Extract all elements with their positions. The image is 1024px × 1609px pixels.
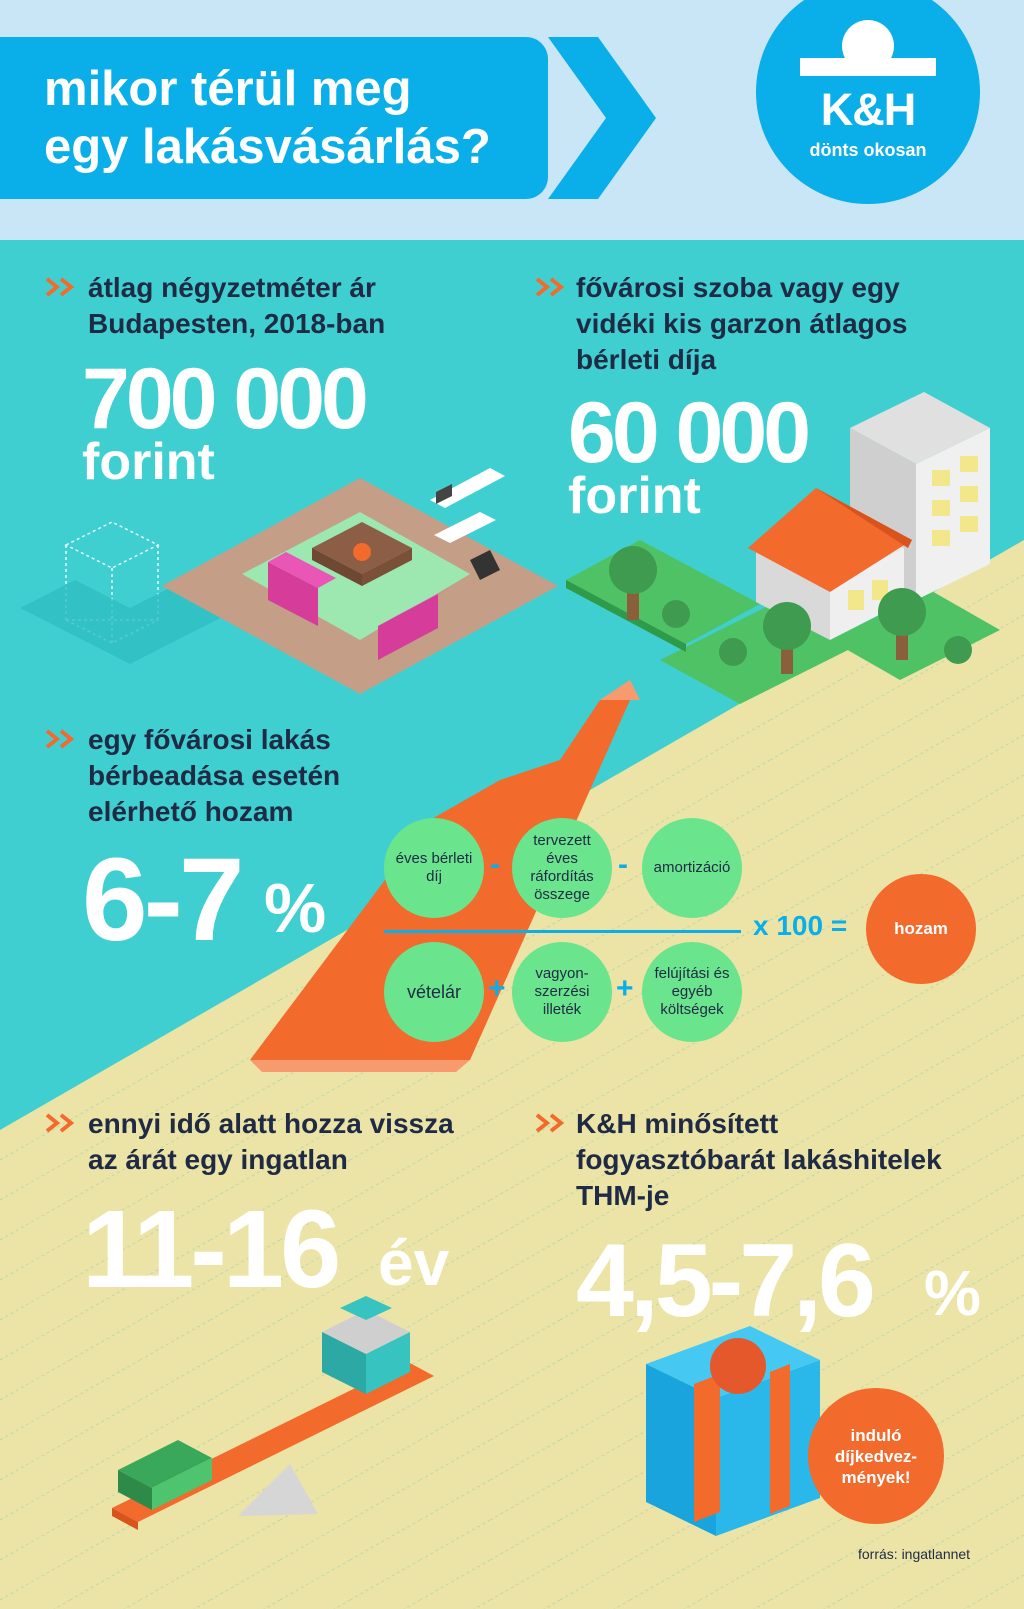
yield-unit: % <box>264 869 327 947</box>
logo-text: K&H <box>820 84 916 135</box>
formula-annual-rent: éves bérleti díj <box>384 818 484 918</box>
formula-plus-1: + <box>488 972 506 1005</box>
formula-acquisition-tax: vagyon-szerzési illeték <box>512 942 612 1042</box>
rent-label <box>576 270 907 378</box>
price-label <box>88 270 385 342</box>
double-chevron-icon <box>534 276 568 298</box>
payback-unit: év <box>378 1227 450 1299</box>
thm-label-line1: K&H minősített <box>576 1108 779 1139</box>
formula-minus-1: - <box>490 848 500 881</box>
rent-label-line3: bérleti díja <box>576 344 717 375</box>
rent-value: 60 000 <box>568 385 808 481</box>
double-chevron-icon <box>44 276 78 298</box>
page-title-line1: mikor térül meg <box>44 62 412 116</box>
yield-label-line3: elérhető hozam <box>88 796 294 827</box>
discount-badge: induló díjkedvez-mények! <box>808 1388 944 1524</box>
formula-amortization: amortizáció <box>642 818 742 918</box>
double-chevron-icon <box>44 1112 78 1134</box>
formula-purchase-price: vételár <box>384 942 484 1042</box>
price-label-line1: átlag négyzetméter ár <box>88 272 376 303</box>
yield-label-line2: bérbeadása esetén <box>88 760 341 791</box>
formula-result: hozam <box>866 874 976 984</box>
formula-renovation-costs: felújítási és egyéb költségek <box>642 942 742 1042</box>
formula-fraction-line <box>384 930 741 933</box>
payback-value: 11-16 <box>82 1188 338 1311</box>
yield-label <box>88 722 340 830</box>
thm-unit: % <box>924 1257 981 1329</box>
formula-planned-expenses: tervezett éves ráfordítás összege <box>512 818 612 918</box>
page-title-line2: egy lakásvásárlás? <box>44 120 491 174</box>
formula-minus-2: - <box>618 848 628 881</box>
price-label-line2: Budapesten, 2018-ban <box>88 308 386 339</box>
thm-label-line2: fogyasztóbarát lakáshitelek <box>576 1144 942 1175</box>
price-unit: forint <box>82 433 215 491</box>
payback-label-line2: az árát egy ingatlan <box>88 1144 348 1175</box>
payback-label-line1: ennyi idő alatt hozza vissza <box>88 1108 454 1139</box>
formula-plus-2: + <box>616 972 634 1005</box>
formula-times: x 100 = <box>753 910 848 941</box>
source-note: forrás: ingatlannet <box>858 1546 971 1562</box>
double-chevron-icon <box>44 728 78 750</box>
rent-unit: forint <box>568 467 701 525</box>
yield-value: 6-7 <box>82 834 241 966</box>
thm-label <box>576 1106 942 1214</box>
chevron-right-icon <box>520 37 670 199</box>
brand-logo <box>756 0 980 204</box>
page-title <box>44 60 491 176</box>
rent-label-line2: vidéki kis garzon átlagos <box>576 308 908 339</box>
thm-value: 4,5-7,6 <box>576 1223 872 1339</box>
rent-label-line1: fővárosi szoba vagy egy <box>576 272 900 303</box>
gift-box-illustration <box>646 1326 820 1536</box>
logo-slogan: dönts okosan <box>809 140 927 160</box>
double-chevron-icon <box>534 1112 568 1134</box>
yield-label-line1: egy fővárosi lakás <box>88 724 331 755</box>
thm-label-line3: THM-je <box>576 1180 670 1211</box>
payback-label <box>88 1106 454 1178</box>
price-value: 700 000 <box>82 351 365 447</box>
